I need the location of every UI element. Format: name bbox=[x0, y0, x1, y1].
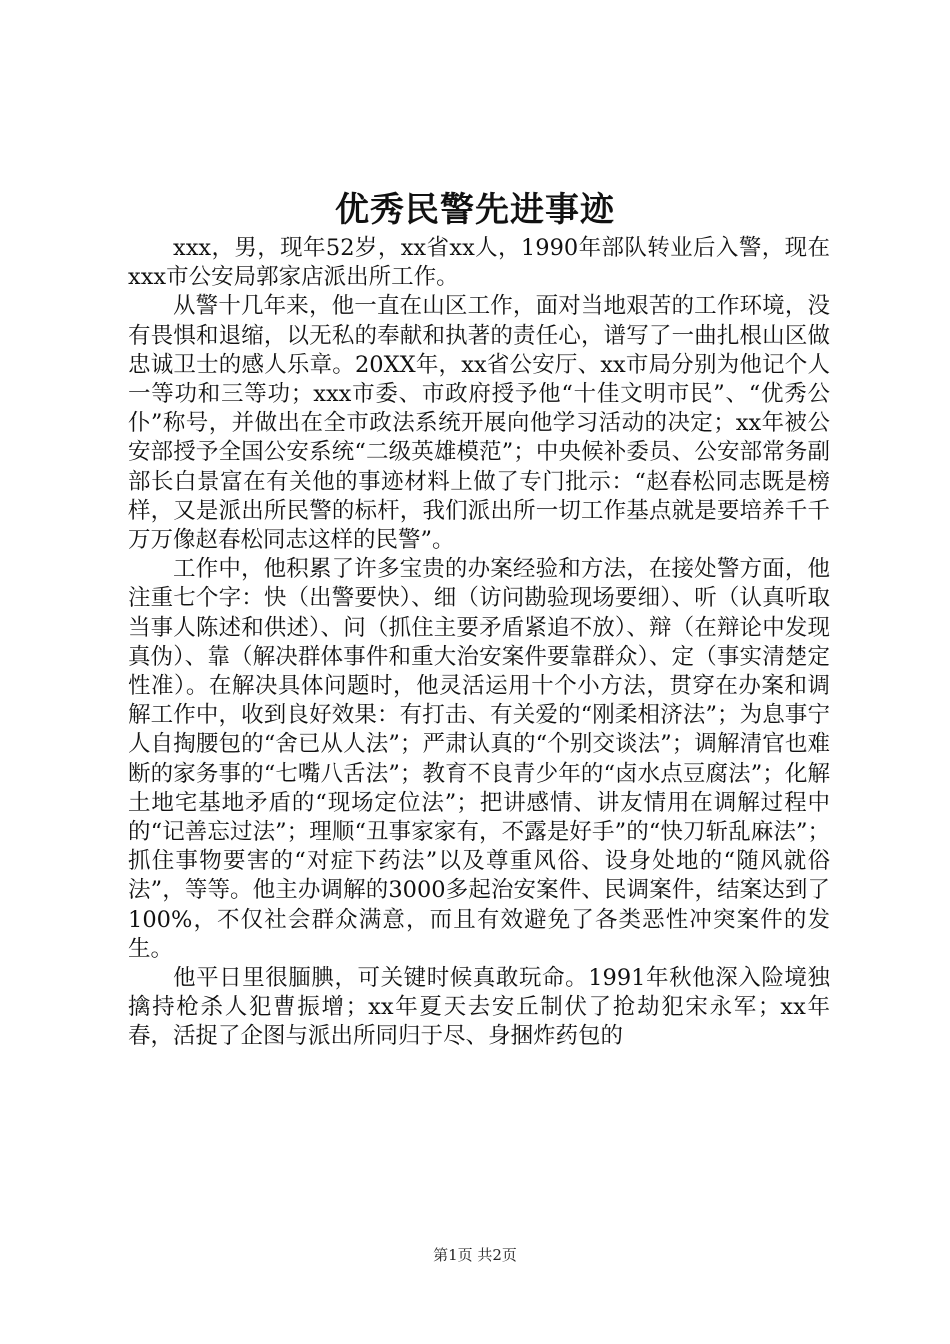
paragraph-3: 工作中，他积累了许多宝贵的办案经验和方法，在接处警方面，他注重七个字：快（出警要快）、细（访问勘验现场要细）、听（认真听取当事人陈述和供述）、问（抓住主要矛盾紧追不放）、辩（在辩论中发现真伪）、靠（解决群体事件和重大治安案件要靠群众）、定（事实清楚定性准）。在解决具体问题时，他灵活运用十个小方法，贯穿在办案和调解工作中，收到良好效果：有打击、有关爱的“刚柔相济法”；为息事宁人自掏腰包的“舍已从人法”；严肃认真的“个别交谈法”；调解清官也难断的家务事的“七嘴八舌法”；教育不良青少年的“卤水点豆腐法”；化解土地宅基地矛盾的“现场定位法”；把讲感情、讲友情用在调解过程中的“记善忘过法”；理顺“丑事家家有，不露是好手”的“快刀斩乱麻法”；抓住事物要害的“对症下药法”以及尊重风俗、设身处地的“随风就俗法”，等等。他主办调解的3000多起治安案件、民调案件，结案达到了100%，不仅社会群众满意，而且有效避免了各类恶性冲突案件的发生。 bbox=[128, 556, 830, 962]
paragraph-1: xxx，男，现年52岁，xx省xx人，1990年部队转业后入警，现在xxx市公安局郭家店派出所工作。 bbox=[128, 235, 830, 291]
paragraph-2: 从警十几年来，他一直在山区工作，面对当地艰苦的工作环境，没有畏惧和退缩，以无私的奉献和执著的责任心，谱写了一曲扎根山区做忠诚卫士的感人乐章。20XX年，xx省公安厅、xx市局分别为他记个人一等功和三等功；xxx市委、市政府授予他“十佳文明市民”、“优秀公仆”称号，并做出在全市政法系统开展向他学习活动的决定；xx年被公安部授予全国公安系统“二级英雄模范”；中央候补委员、公安部常务副部长白景富在有关他的事迹材料上做了专门批示：“赵春松同志既是榜样，又是派出所民警的标杆，我们派出所一切工作基点就是要培养千千万万像赵春松同志这样的民警”。 bbox=[128, 293, 830, 554]
document-title: 优秀民警先进事迹 bbox=[335, 190, 615, 230]
document-body bbox=[128, 234, 830, 1052]
page-number-footer: 第1页 共2页 bbox=[433, 1246, 517, 1264]
paragraph-4: 他平日里很腼腆，可关键时候真敢玩命。1991年秋他深入险境独擒持枪杀人犯曹振增；xx年夏天去安丘制伏了抢劫犯宋永军；xx年春，活捉了企图与派出所同归于尽、身捆炸药包的 bbox=[128, 965, 830, 1050]
